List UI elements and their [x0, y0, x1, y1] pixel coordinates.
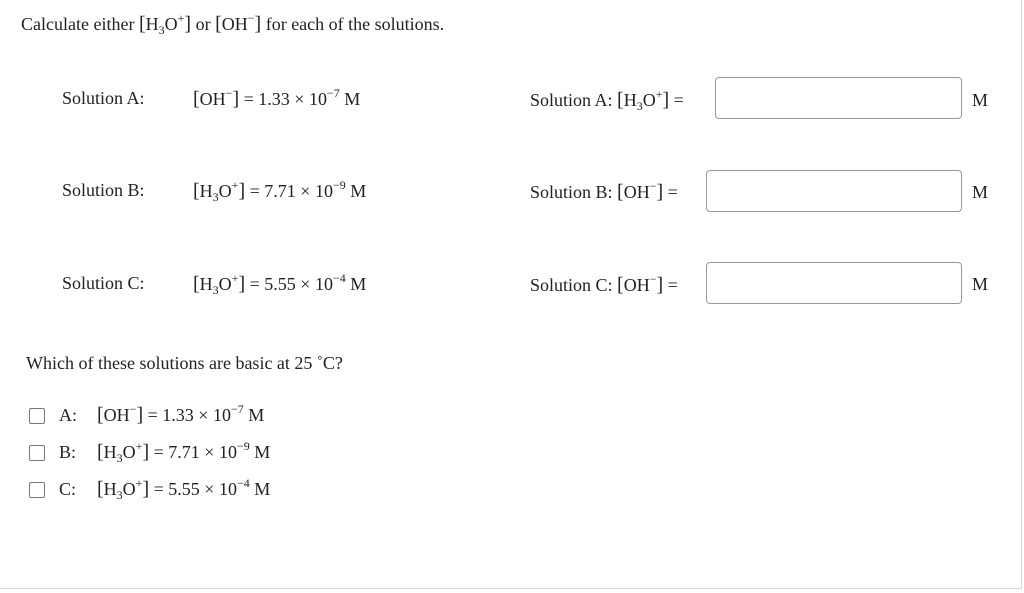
bracket-left: [ [97, 441, 104, 463]
equals-sign: = [667, 182, 678, 202]
base-ten: 10 [218, 442, 237, 462]
solution-c-answer-label [530, 274, 678, 297]
bracket-right: ] [656, 181, 664, 203]
solution-b-answer-unit: M [972, 182, 989, 202]
equals-sign: = [667, 275, 678, 295]
equals-sign: = [153, 442, 164, 462]
unit: M [344, 89, 361, 109]
formula-charge: − [649, 179, 657, 193]
bracket-left: [ [138, 13, 146, 35]
times-sign: × [204, 479, 215, 499]
answer-label-text: Solution C: [530, 275, 618, 295]
formula-h: H [623, 90, 637, 110]
base-ten: 10 [314, 181, 333, 201]
formula-charge: + [135, 439, 143, 453]
solution-c-answer-unit: M [972, 274, 989, 294]
instruction-text [21, 13, 444, 36]
option-b-text [97, 441, 270, 464]
bracket-right: ] [136, 404, 144, 426]
option-a-text [97, 404, 264, 427]
unit: M [350, 181, 367, 201]
formula-sub-3: 3 [158, 23, 165, 37]
option-b-checkbox[interactable] [29, 445, 45, 461]
solution-c-answer-field[interactable] [706, 262, 962, 304]
option-c-text [97, 478, 270, 501]
formula-o: O [218, 181, 232, 201]
times-sign: × [300, 274, 311, 294]
formula-h: H [199, 274, 213, 294]
bracket-left: [ [97, 478, 104, 500]
exponent: −7 [230, 402, 244, 416]
unit: M [254, 442, 271, 462]
unit: M [350, 274, 367, 294]
formula-sub-3: 3 [212, 190, 219, 204]
formula-o: O [122, 479, 136, 499]
bracket-left: [ [617, 181, 624, 203]
solution-b-answer-input[interactable] [707, 171, 961, 211]
formula-charge: + [231, 271, 239, 285]
mantissa: 7.71 [168, 442, 200, 462]
option-c[interactable] [29, 478, 270, 501]
equals-sign: = [153, 479, 164, 499]
instruction-middle: or [191, 14, 216, 34]
solution-b-given [193, 180, 366, 203]
formula-oh: OH [221, 14, 248, 34]
bracket-right: ] [184, 13, 192, 35]
solution-a-answer-field[interactable] [715, 77, 962, 119]
basic-question-text: Which of these solutions are basic at 25 ˚C? [26, 353, 343, 373]
formula-charge: − [225, 86, 233, 100]
exponent: −7 [326, 86, 340, 100]
formula-h: H [103, 479, 117, 499]
solution-c-label: Solution C: [62, 273, 145, 293]
bracket-left: [ [193, 273, 200, 295]
h3o-formula [145, 11, 185, 37]
formula-h: H [103, 442, 117, 462]
bracket-right: ] [656, 274, 664, 296]
unit: M [254, 479, 271, 499]
base-ten: 10 [308, 89, 327, 109]
answer-label-text: Solution A: [530, 90, 618, 110]
equals-sign: = [243, 89, 254, 109]
formula-oh: OH [103, 405, 130, 425]
bracket-right: ] [662, 89, 670, 111]
instruction-prefix: Calculate either [21, 14, 139, 34]
base-ten: 10 [314, 274, 333, 294]
bracket-right: ] [232, 88, 240, 110]
equals-sign: = [249, 274, 260, 294]
solution-c-given [193, 273, 366, 296]
formula-sub-3: 3 [116, 451, 123, 465]
formula-sub-3: 3 [212, 283, 219, 297]
formula-o: O [642, 90, 656, 110]
mantissa: 5.55 [168, 479, 200, 499]
solution-a-answer-unit: M [972, 90, 989, 110]
formula-h: H [145, 14, 159, 34]
option-letter: A: [59, 405, 77, 425]
times-sign: × [204, 442, 215, 462]
bracket-left: [ [215, 13, 222, 35]
formula-o: O [218, 274, 232, 294]
equals-sign: = [673, 90, 684, 110]
formula-charge: − [649, 272, 657, 286]
bracket-left: [ [617, 89, 624, 111]
formula-oh: OH [199, 89, 226, 109]
solution-a-label: Solution A: [62, 88, 145, 108]
formula-charge: + [135, 476, 143, 490]
option-a-checkbox[interactable] [29, 408, 45, 424]
formula-oh: OH [623, 182, 650, 202]
exponent: −4 [236, 476, 250, 490]
mantissa: 1.33 [258, 89, 290, 109]
mantissa: 7.71 [264, 181, 296, 201]
solution-a-answer-input[interactable] [716, 78, 961, 118]
option-a[interactable] [29, 404, 264, 427]
bracket-right: ] [142, 441, 150, 463]
solution-b-label: Solution B: [62, 180, 145, 200]
option-c-checkbox[interactable] [29, 482, 45, 498]
bracket-right: ] [142, 478, 150, 500]
solution-c-answer-input[interactable] [707, 263, 961, 303]
exponent: −4 [332, 271, 346, 285]
instruction-suffix: for each of the solutions. [261, 14, 445, 34]
formula-charge: − [247, 11, 255, 25]
formula-charge: − [129, 402, 137, 416]
bracket-right: ] [238, 273, 246, 295]
mantissa: 5.55 [264, 274, 296, 294]
bracket-left: [ [97, 404, 104, 426]
times-sign: × [198, 405, 209, 425]
mantissa: 1.33 [162, 405, 194, 425]
solution-b-answer-field[interactable] [706, 170, 962, 212]
option-b[interactable] [29, 441, 270, 464]
bracket-right: ] [254, 13, 262, 35]
bracket-left: [ [193, 88, 200, 110]
formula-charge: + [231, 178, 239, 192]
unit: M [248, 405, 265, 425]
option-letter: C: [59, 479, 77, 499]
formula-o: O [122, 442, 136, 462]
formula-h: H [199, 181, 213, 201]
base-ten: 10 [218, 479, 237, 499]
formula-oh: OH [623, 275, 650, 295]
solution-a-answer-label [530, 89, 684, 112]
formula-sub-3: 3 [116, 488, 123, 502]
answer-label-text: Solution B: [530, 182, 618, 202]
exponent: −9 [236, 439, 250, 453]
formula-charge: + [655, 87, 663, 101]
bracket-left: [ [193, 180, 200, 202]
formula-sub-3: 3 [636, 99, 643, 113]
exponent: −9 [332, 178, 346, 192]
base-ten: 10 [212, 405, 231, 425]
solution-b-answer-label [530, 181, 678, 204]
bracket-right: ] [238, 180, 246, 202]
equals-sign: = [147, 405, 158, 425]
times-sign: × [294, 89, 305, 109]
equals-sign: = [249, 181, 260, 201]
bracket-left: [ [617, 274, 624, 296]
formula-o: O [164, 14, 178, 34]
option-letter: B: [59, 442, 77, 462]
solution-a-given [193, 88, 360, 111]
times-sign: × [300, 181, 311, 201]
formula-charge: + [177, 11, 185, 25]
